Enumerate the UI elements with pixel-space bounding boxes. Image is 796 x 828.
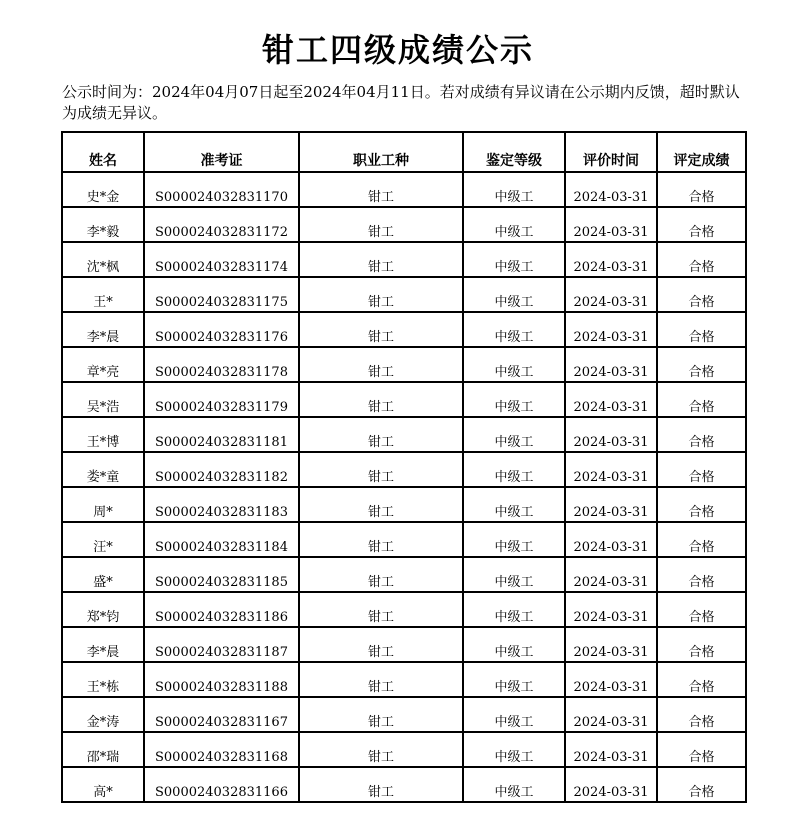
cell-result: 合格 [657,557,746,592]
cell-level: 中级工 [463,277,565,312]
table-row [62,557,746,592]
cell-occupation: 钳工 [299,627,463,662]
cell-name: 盛* [62,557,144,592]
cell-name: 邵*瑞 [62,732,144,767]
cell-result: 合格 [657,697,746,732]
cell-level: 中级工 [463,522,565,557]
cell-ticket-number: S000024032831181 [144,417,299,452]
cell-result: 合格 [657,662,746,697]
table-header-row [62,132,746,172]
cell-ticket-number: S000024032831184 [144,522,299,557]
cell-ticket-number: S000024032831176 [144,312,299,347]
cell-occupation: 钳工 [299,417,463,452]
cell-occupation: 钳工 [299,697,463,732]
cell-level: 中级工 [463,242,565,277]
cell-level: 中级工 [463,382,565,417]
cell-result: 合格 [657,382,746,417]
cell-name: 周* [62,487,144,522]
table-row [62,242,746,277]
cell-ticket-number: S000024032831167 [144,697,299,732]
cell-occupation: 钳工 [299,557,463,592]
cell-level: 中级工 [463,627,565,662]
cell-level: 中级工 [463,417,565,452]
cell-level: 中级工 [463,732,565,767]
cell-name: 李*晨 [62,627,144,662]
cell-eval-date: 2024-03-31 [565,452,657,487]
cell-name: 郑*钧 [62,592,144,627]
cell-ticket-number: S000024032831185 [144,557,299,592]
cell-result: 合格 [657,172,746,207]
cell-level: 中级工 [463,487,565,522]
cell-name: 章*亮 [62,347,144,382]
cell-result: 合格 [657,207,746,242]
cell-result: 合格 [657,592,746,627]
cell-name: 李*毅 [62,207,144,242]
notice-text: 公示时间为：2024年04月07日起至2024年04月11日。若对成绩有异议请在公示期内反馈，超时默认为成绩无异议。 [62,83,740,122]
table-row [62,592,746,627]
cell-eval-date: 2024-03-31 [565,207,657,242]
cell-result: 合格 [657,627,746,662]
cell-occupation: 钳工 [299,732,463,767]
cell-name: 金*涛 [62,697,144,732]
cell-ticket-number: S000024032831182 [144,452,299,487]
table-row [62,522,746,557]
cell-result: 合格 [657,347,746,382]
cell-ticket-number: S000024032831178 [144,347,299,382]
cell-level: 中级工 [463,767,565,802]
cell-occupation: 钳工 [299,662,463,697]
cell-eval-date: 2024-03-31 [565,417,657,452]
table-row [62,347,746,382]
cell-result: 合格 [657,452,746,487]
cell-occupation: 钳工 [299,242,463,277]
cell-name: 王*栋 [62,662,144,697]
cell-eval-date: 2024-03-31 [565,172,657,207]
cell-level: 中级工 [463,592,565,627]
table-row [62,277,746,312]
cell-result: 合格 [657,242,746,277]
cell-eval-date: 2024-03-31 [565,767,657,802]
table-row [62,732,746,767]
table-row [62,697,746,732]
cell-occupation: 钳工 [299,382,463,417]
header-result: 评定成绩 [657,132,746,172]
cell-eval-date: 2024-03-31 [565,382,657,417]
page-title: 钳工四级成绩公示 [261,31,534,69]
cell-eval-date: 2024-03-31 [565,732,657,767]
cell-level: 中级工 [463,312,565,347]
cell-occupation: 钳工 [299,592,463,627]
cell-eval-date: 2024-03-31 [565,592,657,627]
cell-occupation: 钳工 [299,277,463,312]
cell-name: 汪* [62,522,144,557]
cell-ticket-number: S000024032831187 [144,627,299,662]
header-eval-date: 评价时间 [565,132,657,172]
table-row [62,452,746,487]
cell-ticket-number: S000024032831175 [144,277,299,312]
cell-ticket-number: S000024032831186 [144,592,299,627]
cell-occupation: 钳工 [299,312,463,347]
cell-level: 中级工 [463,172,565,207]
table-row [62,207,746,242]
header-ticket-number: 准考证 [144,132,299,172]
header-level: 鉴定等级 [463,132,565,172]
cell-level: 中级工 [463,207,565,242]
cell-ticket-number: S000024032831166 [144,767,299,802]
cell-name: 娄*童 [62,452,144,487]
cell-eval-date: 2024-03-31 [565,697,657,732]
cell-ticket-number: S000024032831179 [144,382,299,417]
results-table [61,131,747,803]
cell-ticket-number: S000024032831168 [144,732,299,767]
cell-occupation: 钳工 [299,767,463,802]
table-row [62,662,746,697]
table-row [62,417,746,452]
cell-occupation: 钳工 [299,207,463,242]
table-row [62,627,746,662]
cell-occupation: 钳工 [299,487,463,522]
header-name: 姓名 [62,132,144,172]
cell-level: 中级工 [463,452,565,487]
cell-ticket-number: S000024032831170 [144,172,299,207]
cell-level: 中级工 [463,347,565,382]
cell-ticket-number: S000024032831188 [144,662,299,697]
cell-eval-date: 2024-03-31 [565,487,657,522]
cell-occupation: 钳工 [299,347,463,382]
cell-level: 中级工 [463,662,565,697]
cell-eval-date: 2024-03-31 [565,242,657,277]
cell-result: 合格 [657,417,746,452]
cell-result: 合格 [657,277,746,312]
cell-occupation: 钳工 [299,522,463,557]
cell-name: 高* [62,767,144,802]
cell-name: 史*金 [62,172,144,207]
cell-eval-date: 2024-03-31 [565,627,657,662]
cell-result: 合格 [657,732,746,767]
table-row [62,312,746,347]
cell-level: 中级工 [463,557,565,592]
cell-name: 吴*浩 [62,382,144,417]
cell-level: 中级工 [463,697,565,732]
cell-eval-date: 2024-03-31 [565,347,657,382]
cell-occupation: 钳工 [299,452,463,487]
cell-result: 合格 [657,522,746,557]
cell-ticket-number: S000024032831174 [144,242,299,277]
cell-name: 王*博 [62,417,144,452]
cell-eval-date: 2024-03-31 [565,312,657,347]
cell-result: 合格 [657,487,746,522]
cell-name: 王* [62,277,144,312]
table-row [62,172,746,207]
table-body [62,172,746,802]
table-row [62,487,746,522]
cell-eval-date: 2024-03-31 [565,662,657,697]
cell-ticket-number: S000024032831183 [144,487,299,522]
cell-name: 李*晨 [62,312,144,347]
cell-eval-date: 2024-03-31 [565,522,657,557]
cell-occupation: 钳工 [299,172,463,207]
cell-name: 沈*枫 [62,242,144,277]
table-row [62,382,746,417]
header-occupation: 职业工种 [299,132,463,172]
cell-ticket-number: S000024032831172 [144,207,299,242]
table-row [62,767,746,802]
cell-result: 合格 [657,767,746,802]
cell-eval-date: 2024-03-31 [565,277,657,312]
cell-result: 合格 [657,312,746,347]
cell-eval-date: 2024-03-31 [565,557,657,592]
